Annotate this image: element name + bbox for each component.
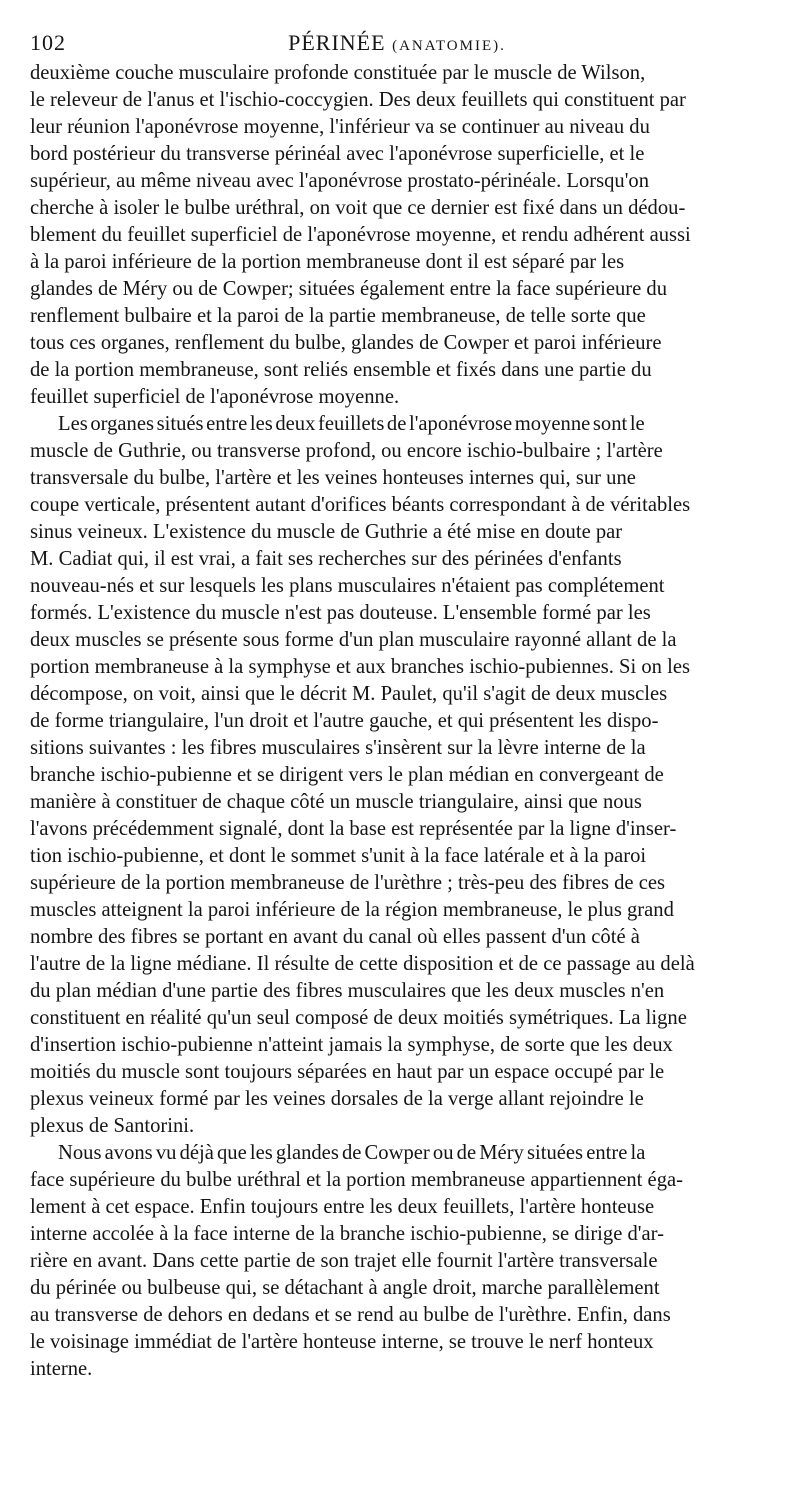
text-line: l'avons précédemment signalé, dont la base est représentée par la ligne d'inser- xyxy=(30,818,677,840)
text-line: interne accolée à la face interne de la branche ischio-pubienne, se dirige d'ar- xyxy=(30,1223,664,1245)
text-line: branche ischio-pubienne et se dirigent vers le plan médian en convergeant de xyxy=(30,764,664,786)
text-line: nouveau-nés et sur lesquels les plans musculaires n'étaient pas complétement xyxy=(30,575,665,597)
text-line: bord postérieur du transverse périnéal avec l'aponévrose superficielle, et le xyxy=(30,143,645,165)
text-line: plexus de Santorini. xyxy=(30,1115,195,1137)
text-line: du périnée ou bulbeuse qui, se détachant à angle droit, marche parallèlement xyxy=(30,1277,660,1299)
text-line: au transverse de dehors en dedans et se rend au bulbe de l'urèthre. Enfin, dans xyxy=(30,1304,671,1326)
text-line: décompose, on voit, ainsi que le décrit M. Paulet, qu'il s'agit de deux muscles xyxy=(30,683,668,705)
text-line: manière à constituer de chaque côté un muscle triangulaire, ainsi que nous xyxy=(30,791,642,813)
text-line: feuillet superficiel de l'aponévrose moyenne. xyxy=(30,386,400,408)
text-line: d'insertion ischio-pubienne n'atteint jamais la symphyse, de sorte que les deux xyxy=(30,1034,673,1056)
paragraph xyxy=(30,411,764,1140)
text-line: transversale du bulbe, l'artère et les veines honteuses internes qui, sur une xyxy=(30,467,636,489)
text-line: blement du feuillet superficiel de l'aponévrose moyenne, et rendu adhérent aussi xyxy=(30,224,691,246)
paragraph xyxy=(30,60,764,411)
text-line: nombre des fibres se portant en avant du canal où elles passent d'un côté à xyxy=(30,926,640,948)
text-line: supérieur, au même niveau avec l'aponévrose prostato-périnéale. Lorsqu'on xyxy=(30,170,650,192)
text-line: formés. L'existence du muscle n'est pas douteuse. L'ensemble formé par les xyxy=(30,602,651,624)
text-line: lement à cet espace. Enfin toujours entre les deux feuillets, l'artère honteuse xyxy=(30,1196,655,1218)
text-line: l'autre de la ligne médiane. Il résulte de cette disposition et de ce passage au delà xyxy=(30,953,695,975)
running-title-main: PÉRINÉE xyxy=(288,30,386,55)
running-title-subtitle: (ANATOMIE). xyxy=(392,38,506,54)
text-line: glandes de Méry ou de Cowper; situées également entre la face supérieure du xyxy=(30,278,668,300)
running-title xyxy=(30,30,764,56)
page-number: 102 xyxy=(30,30,66,55)
text-line: muscles atteignent la paroi inférieure de la région membraneuse, le plus grand xyxy=(30,899,674,921)
running-header xyxy=(30,22,764,60)
text-line: tion ischio-pubienne, et dont le sommet s'unit à la face latérale et à la paroi xyxy=(30,845,647,867)
text-line: M. Cadiat qui, il est vrai, a fait ses recherches sur des périnées d'enfants xyxy=(30,548,622,570)
text-line: muscle de Guthrie, ou transverse profond, ou encore ischio-bulbaire ; l'artère xyxy=(30,440,663,462)
text-line: sitions suivantes : les fibres musculaires s'insèrent sur la lèvre interne de la xyxy=(30,737,646,759)
text-line: de la portion membraneuse, sont reliés ensemble et fixés dans une partie du xyxy=(30,359,652,381)
text-line: supérieure de la portion membraneuse de l'urèthre ; très-peu des fibres de ces xyxy=(30,872,665,894)
text-line: Nous avons vu déjà que les glandes de Cowper ou de Méry situées entre la xyxy=(58,1142,646,1164)
text-line: portion membraneuse à la symphyse et aux branches ischio-pubiennes. Si on les xyxy=(30,656,690,678)
text-line: le voisinage immédiat de l'artère honteuse interne, se trouve le nerf honteux xyxy=(30,1331,654,1353)
book-page xyxy=(30,22,764,1383)
text-line: constituent en réalité qu'un seul composé de deux moitiés symétriques. La ligne xyxy=(30,1007,687,1029)
text-line: tous ces organes, renflement du bulbe, glandes de Cowper et paroi inférieure xyxy=(30,332,662,354)
paragraph xyxy=(30,1140,764,1383)
text-line: sinus veineux. L'existence du muscle de Guthrie a été mise en doute par xyxy=(30,521,623,543)
text-line: renflement bulbaire et la paroi de la partie membraneuse, de telle sorte que xyxy=(30,305,646,327)
text-line: plexus veineux formé par les veines dorsales de la verge allant rejoindre le xyxy=(30,1088,644,1110)
text-line: coupe verticale, présentent autant d'orifices béants correspondant à de véritables xyxy=(30,494,691,516)
body-text xyxy=(30,60,764,1383)
text-line: cherche à isoler le bulbe uréthral, on voit que ce dernier est fixé dans un dédou- xyxy=(30,197,686,219)
text-line: leur réunion l'aponévrose moyenne, l'inférieur va se continuer au niveau du xyxy=(30,116,650,138)
text-line: interne. xyxy=(30,1358,93,1380)
text-line: le releveur de l'anus et l'ischio-coccygien. Des deux feuillets qui constituent par xyxy=(30,89,686,111)
text-line: Les organes situés entre les deux feuillets de l'aponévrose moyenne sont le xyxy=(58,413,645,435)
text-line: face supérieure du bulbe uréthral et la portion membraneuse appartiennent éga- xyxy=(30,1169,683,1191)
text-line: deux muscles se présente sous forme d'un plan musculaire rayonné allant de la xyxy=(30,629,677,651)
text-line: du plan médian d'une partie des fibres musculaires que les deux muscles n'en xyxy=(30,980,665,1002)
text-line: deuxième couche musculaire profonde constituée par le muscle de Wilson, xyxy=(30,62,646,84)
text-line: rière en avant. Dans cette partie de son trajet elle fournit l'artère transversale xyxy=(30,1250,658,1272)
text-line: à la paroi inférieure de la portion membraneuse dont il est séparé par les xyxy=(30,251,625,273)
text-line: moitiés du muscle sont toujours séparées en haut par un espace occupé par le xyxy=(30,1061,665,1083)
text-line: de forme triangulaire, l'un droit et l'autre gauche, et qui présentent les dispo- xyxy=(30,710,659,732)
